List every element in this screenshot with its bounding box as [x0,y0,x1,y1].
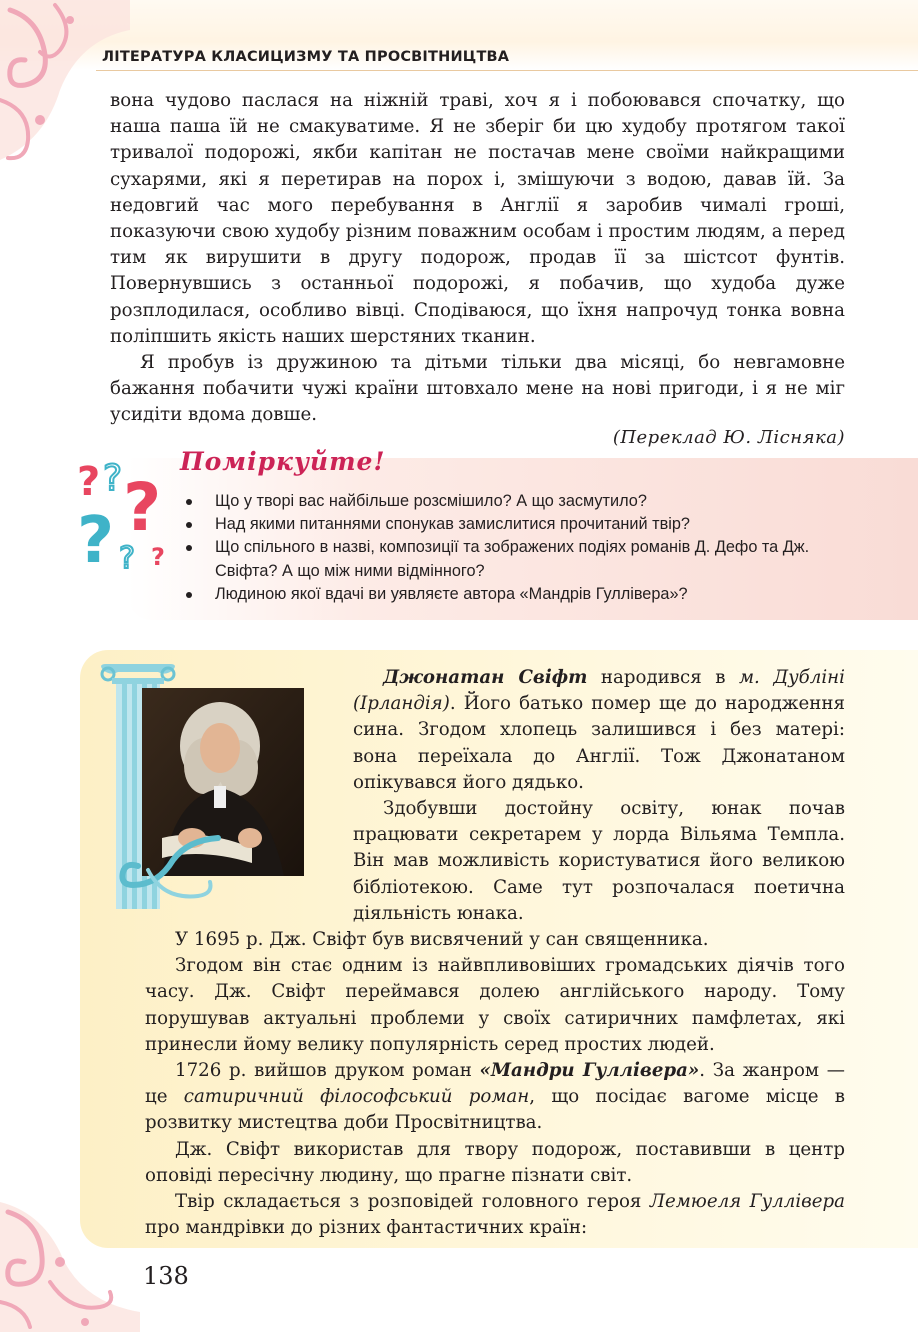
think-title: Поміркуйте! [180,447,386,476]
bio-paragraph-6: Дж. Свіфт використав для твору подорож, поставивши в центр оповіді пересічну людину, що прагне пізнати світ. [145,1138,845,1186]
excerpt-paragraph-1: вона чудово паслася на ніжній траві, хоч я і побоювався спочатку, що наша паша їй не смакуватиме. Я не зберіг би цю худобу протягом такої тривалої подорожі, якби капітан не постачав мене своїми найкращими сухарями, які я перетирав на порох і, змішуючи з водою, давав їй. За недовгий час мого перебування в Англії я заробив чималі гроші, показуючи свою худобу різним поважним особам і простим людям, а перед тим як вирушити в другу подорож, продав її за шістсот фунтів. Повернувшись з останньої подорожі, я побачив, що худоба дуже розплодилася, особливо вівці. Сподіваюся, що їхня напрочуд тонка вовна поліпшить якість наших шерстяних тканин. [110,90,845,347]
svg-text:?: ? [151,543,165,571]
bio-name: Джонатан Свіфт [383,667,588,688]
svg-text:?: ? [123,469,162,546]
portrait-spacer [145,665,353,925]
header-rule [96,70,918,71]
genre-text: сатиричний філософський роман [183,1086,530,1108]
running-header-title: ЛІТЕРАТУРА КЛАСИЦИЗМУ ТА ПРОСВІТНИЦТВА [102,49,510,65]
question-marks-icon [75,450,185,575]
page-number: 138 [143,1262,189,1290]
think-questions-list [186,490,836,606]
bio-paragraph-2: Здобувши достойну освіту, юнак почав працювати секретарем у лорда Вільяма Темпла. Він мав можливість користуватися його великою бібліотекою. Саме тут розпочалася поетична діяльність юнака. [353,798,845,924]
bio-paragraph-5 [145,1058,845,1137]
svg-text:?: ? [77,504,115,575]
svg-text:?: ? [103,458,123,499]
svg-text:?: ? [77,459,101,505]
excerpt-text [110,88,845,429]
bio-p7-a: Твір складається з розповідей головного героя [175,1191,650,1213]
bio-p5-b: . За жанром — це [145,1060,845,1108]
bio-p5-c: , що посідає вагоме місце в розвитку мистецтва доби Просвітництва. [145,1086,845,1134]
bio-p5-a: 1726 р. вийшов друком роман [175,1060,480,1082]
list-item: Що у творі вас найбільше розсмішило? А що засмутило? [186,490,836,513]
list-item: Людиною якої вдачі ви уявляєте автора «Мандрів Гуллівера»? [186,583,836,606]
bio-city: м. Дубліні (Ірландія) [353,667,845,715]
translator-credit: (Переклад Ю. Лісняка) [612,427,845,448]
list-item: Над якими питаннями спонукав замислитися прочитаний твір? [186,513,836,536]
novel-title: «Мандри Гуллівера» [479,1060,700,1082]
ornament-bottom-left [0,1182,140,1332]
bio-p7-b: про мандрівки до різних фантастичних країн: [145,1217,588,1239]
bio-paragraph-3: У 1695 р. Дж. Свіфт був висвячений у сан священника. [175,929,709,951]
excerpt-paragraph-2: Я пробув із дружиною та дітьми тільки два місяці, бо невгамовне бажання побачити чужі країни штовхало мене на нові пригоди, і я не міг усидіти вдома довше. [110,352,845,426]
bio-born-text: народився в [587,667,739,688]
svg-text:?: ? [119,541,135,575]
bio-p1-rest: . Його батько помер ще до народження сина. Згодом хлопець залишився і без матері: вона переїхала до Англії. Тож Джонатаном опікувався його дядько. [353,693,845,793]
list-item: Що спільного в назві, композиції та зображених подіях романів Д. Дефо та Дж. Свіфта? А що між ними відмінного? [186,536,836,582]
bio-paragraph-4: Згодом він стає одним із найвпливовіших громадських діячів того часу. Дж. Свіфт переймався долею англійського народу. Тому порушував актуальні проблеми у своїх сатиричних памфлетах, які принесли йому велику популярність серед простих людей. [145,955,845,1055]
biography-text [145,665,845,1241]
hero-name: Лемюеля Гуллівера [649,1191,845,1213]
bio-paragraph-7 [145,1189,845,1241]
